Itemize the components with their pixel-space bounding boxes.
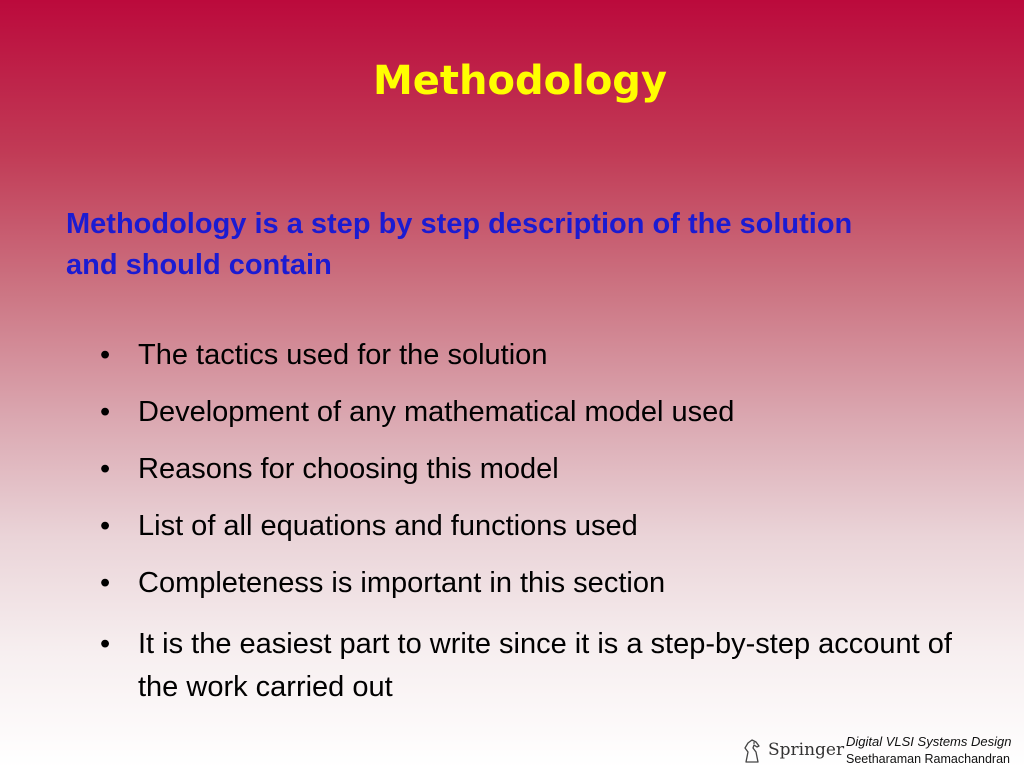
springer-horse-logo-icon [740,738,764,764]
publisher-name: Springer [768,740,845,760]
bullet-item [100,562,980,605]
bullet-text: Completeness is important in this section [138,567,666,599]
bullet-glyph: • [100,396,111,428]
bullet-glyph: • [100,453,111,485]
bullet-text: Reasons for choosing this model [138,453,559,485]
bullet-list [100,334,980,723]
intro-text: Methodology is a step by step description of the solution and should contain [66,208,853,281]
bullet-item [100,623,980,709]
author-name: Seetharaman Ramachandran [846,752,1010,766]
bullet-item [100,448,980,491]
bullet-glyph: • [100,510,111,542]
slide-title: Methodology [372,58,668,104]
bullet-glyph: • [100,567,111,599]
bullet-text: It is the easiest part to write since it is a step-by-step account of the work carried out [138,628,952,703]
bullet-item [100,505,980,548]
book-title: Digital VLSI Systems Design [846,734,1012,749]
bullet-text: Development of any mathematical model used [138,396,735,428]
footer [740,732,1024,768]
bullet-text: The tactics used for the solution [138,339,548,371]
bullet-item [100,334,980,377]
bullet-glyph: • [100,628,111,660]
bullet-item [100,391,980,434]
bullet-text: List of all equations and functions used [138,510,638,542]
bullet-glyph: • [100,339,111,371]
